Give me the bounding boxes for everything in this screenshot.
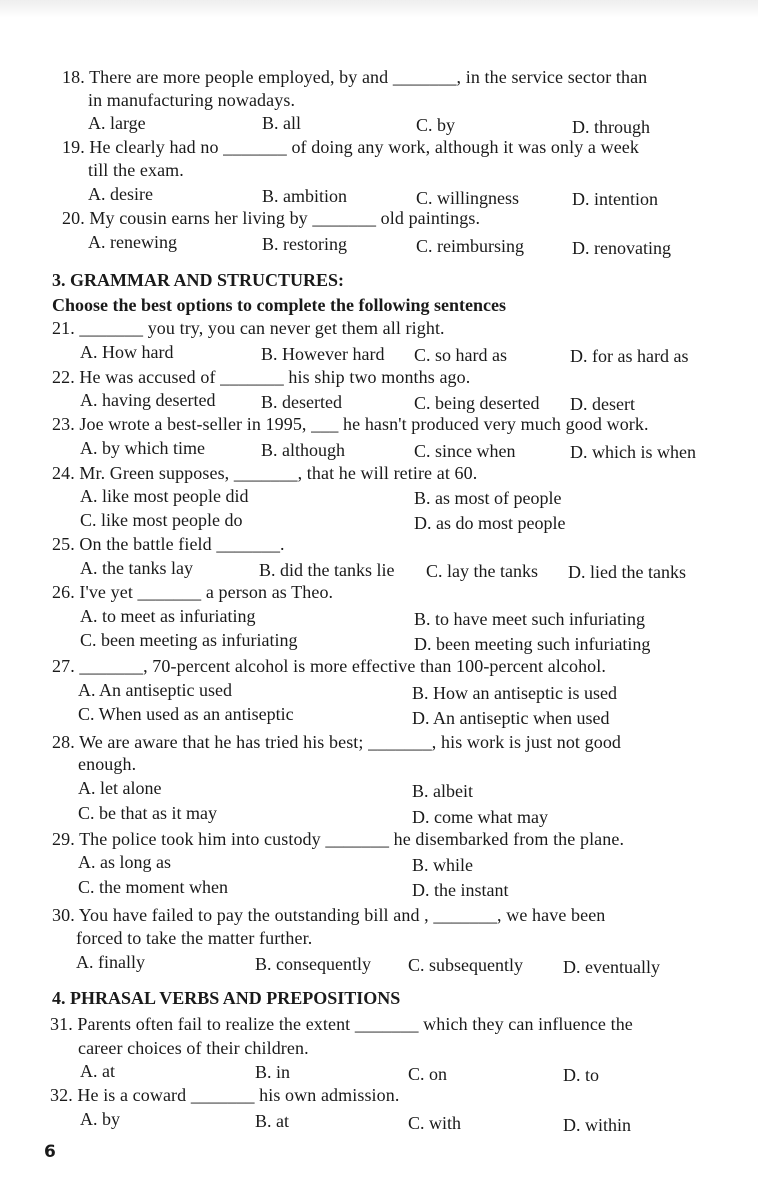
question-21-option-c: C. so hard as	[414, 345, 507, 365]
question-23-option-d: D. which is when	[570, 442, 696, 462]
question-18-line-2: in manufacturing nowadays.	[88, 90, 296, 110]
question-27-line-1: 27. _______, 70-percent alcohol is more effective than 100-percent alcohol.	[52, 656, 606, 676]
question-26-option-b: B. to have meet such infuriating	[414, 609, 645, 629]
question-30-line-2: forced to take the matter further.	[76, 928, 313, 948]
question-27-option-d: D. An antiseptic when used	[412, 708, 610, 728]
question-27-option-a: A. An antiseptic used	[78, 680, 232, 700]
question-31-option-b: B. in	[255, 1062, 291, 1082]
question-21-option-b: B. However hard	[261, 344, 385, 364]
question-25-option-c: C. lay the tanks	[426, 561, 538, 581]
question-19-line-2: till the exam.	[88, 160, 184, 180]
question-32-option-a: A. by	[80, 1109, 120, 1129]
section-4-title: 4. PHRASAL VERBS AND PREPOSITIONS	[52, 988, 401, 1008]
question-18-option-a: A. large	[88, 113, 146, 133]
question-24-option-a: A. like most people did	[80, 486, 249, 506]
question-23-line-1: 23. Joe wrote a best-seller in 1995, ___ he hasn't produced very much good work.	[52, 414, 649, 434]
question-24-option-b: B. as most of people	[414, 488, 562, 508]
question-25-option-b: B. did the tanks lie	[259, 560, 395, 580]
question-27-option-c: C. When used as an antiseptic	[78, 704, 294, 724]
question-31-option-c: C. on	[408, 1064, 448, 1084]
question-29-option-a: A. as long as	[78, 852, 171, 872]
question-25-line-1: 25. On the battle field _______.	[52, 534, 285, 554]
question-22-line-1: 22. He was accused of _______ his ship two months ago.	[52, 367, 471, 387]
question-30-option-a: A. finally	[76, 952, 145, 972]
question-19-option-b: B. ambition	[262, 186, 347, 206]
question-21-option-a: A. How hard	[80, 342, 174, 362]
question-30-option-b: B. consequently	[255, 954, 371, 974]
section-3-title: 3. GRAMMAR AND STRUCTURES:	[52, 270, 345, 290]
question-25-option-d: D. lied the tanks	[568, 562, 686, 582]
question-22-option-a: A. having deserted	[80, 390, 216, 410]
question-31-option-d: D. to	[563, 1065, 599, 1085]
question-26-option-d: D. been meeting such infuriating	[414, 634, 651, 654]
question-32-option-b: B. at	[255, 1111, 289, 1131]
question-27-option-b: B. How an antiseptic is used	[412, 683, 617, 703]
question-28-option-d: D. come what may	[412, 807, 548, 827]
question-32-option-c: C. with	[408, 1113, 462, 1133]
question-30-line-1: 30. You have failed to pay the outstanding bill and , _______, we have been	[52, 905, 606, 925]
question-20-option-d: D. renovating	[572, 238, 671, 258]
question-21-option-d: D. for as hard as	[570, 346, 689, 366]
question-24-line-1: 24. Mr. Green supposes, _______, that he will retire at 60.	[52, 463, 478, 483]
question-19-option-c: C. willingness	[416, 188, 520, 208]
question-23-option-b: B. although	[261, 440, 345, 460]
question-28-option-c: C. be that as it may	[78, 803, 217, 823]
question-30-option-d: D. eventually	[563, 957, 660, 977]
question-32-option-d: D. within	[563, 1115, 632, 1135]
question-29-option-d: D. the instant	[412, 880, 509, 900]
question-31-option-a: A. at	[80, 1061, 115, 1081]
question-19-option-d: D. intention	[572, 189, 658, 209]
question-18-line-1: 18. There are more people employed, by and _______, in the service sector than	[62, 67, 648, 87]
question-30-option-c: C. subsequently	[408, 955, 523, 975]
question-22-option-c: C. being deserted	[414, 393, 540, 413]
question-18-option-c: C. by	[416, 115, 456, 135]
question-25-option-a: A. the tanks lay	[80, 558, 193, 578]
page-top-shadow	[0, 0, 758, 18]
question-20-option-b: B. restoring	[262, 234, 347, 254]
question-23-option-a: A. by which time	[80, 438, 205, 458]
question-23-option-c: C. since when	[414, 441, 516, 461]
question-18-option-d: D. through	[572, 117, 650, 137]
question-26-line-1: 26. I've yet _______ a person as Theo.	[52, 582, 334, 602]
question-28-line-1: 28. We are aware that he has tried his best; _______, his work is just not good	[52, 732, 622, 752]
question-20-option-c: C. reimbursing	[416, 236, 524, 256]
question-20-option-a: A. renewing	[88, 232, 177, 252]
question-21-line-1: 21. _______ you try, you can never get them all right.	[52, 318, 445, 338]
question-24-option-d: D. as do most people	[414, 513, 566, 533]
question-26-option-c: C. been meeting as infuriating	[80, 630, 298, 650]
question-19-option-a: A. desire	[88, 184, 153, 204]
question-22-option-b: B. deserted	[261, 392, 342, 412]
question-28-option-b: B. albeit	[412, 781, 473, 801]
question-31-line-1: 31. Parents often fail to realize the extent _______ which they can influence the	[50, 1014, 633, 1034]
question-18-option-b: B. all	[262, 113, 301, 133]
question-28-option-a: A. let alone	[78, 778, 162, 798]
question-28-line-2: enough.	[78, 754, 137, 774]
section-3-instruction: Choose the best options to complete the following sentences	[52, 295, 506, 315]
page-number: 6	[44, 1142, 56, 1162]
question-26-option-a: A. to meet as infuriating	[80, 606, 256, 626]
question-22-option-d: D. desert	[570, 394, 635, 414]
question-29-line-1: 29. The police took him into custody _______ he disembarked from the plane.	[52, 829, 625, 849]
question-19-line-1: 19. He clearly had no _______ of doing any work, although it was only a week	[62, 137, 639, 157]
question-31-line-2: career choices of their children.	[78, 1038, 309, 1058]
question-29-option-b: B. while	[412, 855, 473, 875]
question-32-line-1: 32. He is a coward _______ his own admission.	[50, 1085, 400, 1105]
question-24-option-c: C. like most people do	[80, 510, 243, 530]
question-29-option-c: C. the moment when	[78, 877, 228, 897]
question-20-line-1: 20. My cousin earns her living by _______ old paintings.	[62, 208, 481, 228]
